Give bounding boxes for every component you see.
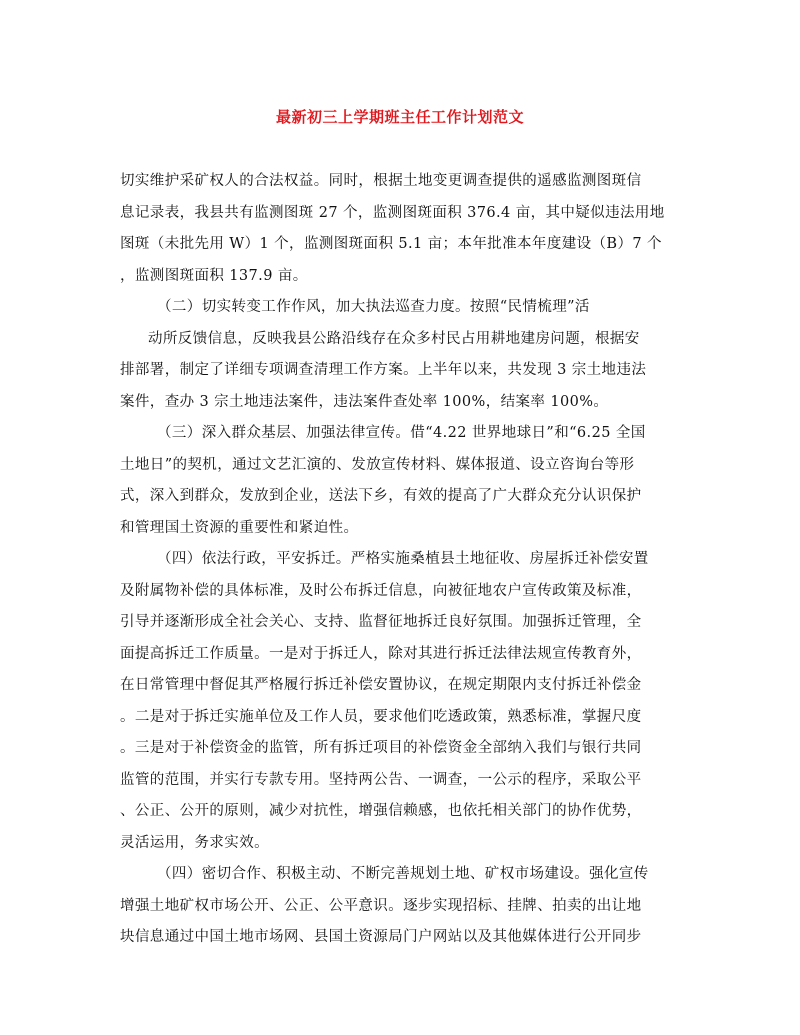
text-line: 及附属物补偿的具体标准，及时公布拆迁信息，向被征地农户宣传政策及标准，	[120, 582, 642, 599]
text-line: ，监测图斑面积 137.9 亩。	[120, 267, 308, 284]
text-line: 土地日”的契机，通过文艺汇演的、发放宣传材料、媒体报道、设立咨询台等形	[120, 456, 635, 473]
text-line: 、公正、公开的原则，减少对抗性，增强信赖感，也依托相关部门的协作优势，	[120, 803, 642, 819]
paragraph-3	[120, 324, 680, 419]
text-line: 切实维护采矿权人的合法权益。同时，根据土地变更调查提供的遥感监测图斑信	[120, 173, 642, 189]
text-line: （二）切实转变工作作风，加大执法巡查力度。按照“民情梳理”活	[157, 299, 590, 315]
paragraph-4	[120, 418, 680, 544]
text-line: 排部署，制定了详细专项调查清理工作方案。上半年以来，共发现 3 宗土地违法	[120, 362, 647, 378]
paragraph-5	[120, 544, 680, 859]
text-line: 图斑（未批先用 W）1 个，监测图斑面积 5.1 亩；本年批准本年度建设（B）7 个	[120, 236, 662, 252]
document-body	[120, 166, 680, 954]
paragraph-2	[120, 292, 680, 324]
text-line: （四）依法行政，平安拆迁。严格实施桑植县土地征收、房屋拆迁补偿安置	[157, 551, 649, 567]
text-line: 增强土地矿权市场公开、公正、公平意识。逐步实现招标、挂牌、拍卖的出让地	[120, 897, 642, 914]
text-line: 。三是对于补偿资金的监管，所有拆迁项目的补偿资金全部纳入我们与银行共同	[120, 740, 642, 756]
text-line: 。二是对于拆迁实施单位及工作人员，要求他们吃透政策，熟悉标准，掌握尺度	[120, 708, 642, 725]
text-line: 式，深入到群众，发放到企业，送法下乡，有效的提高了广大群众充分认识保护	[120, 488, 642, 504]
text-line: 动所反馈信息，反映我县公路沿线存在众多村民占用耕地建房问题，根据安	[148, 330, 640, 347]
text-line: 引导并逐渐形成全社会关心、支持、监督征地拆迁良好氛围。加强拆迁管理，全	[120, 614, 642, 630]
paragraph-1	[120, 166, 680, 292]
document-title: 最新初三上学期班主任工作计划范文	[275, 108, 524, 126]
text-line: 块信息通过中国土地市场网、县国土资源局门户网站以及其他媒体进行公开同步	[120, 929, 642, 945]
text-line: 灵活运用，务求实效。	[120, 834, 269, 851]
text-line: 监管的范围，并实行专款专用。坚持两公告、一调查，一公示的程序，采取公平	[120, 771, 642, 788]
text-line: 案件，查办 3 宗土地违法案件，违法案件查处率 100%，结案率 100%。	[120, 393, 609, 410]
text-line: 和管理国土资源的重要性和紧迫性。	[120, 519, 359, 536]
text-line: 息记录表，我县共有监测图斑 27 个，监测图斑面积 376.4 亩，其中疑似违法用地	[120, 204, 665, 221]
text-line: 面提高拆迁工作质量。一是对于拆迁人，除对其进行拆迁法律法规宣传教育外，	[120, 645, 642, 662]
text-line: （三）深入群众基层、加强法律宣传。借“4.22 世界地球日”和“6.25 全国	[157, 425, 646, 441]
text-line: （四）密切合作、积极主动、不断完善规划土地、矿权市场建设。强化宣传	[157, 866, 649, 882]
paragraph-6	[120, 859, 680, 954]
text-line: 在日常管理中督促其严格履行拆迁补偿安置协议，在规定期限内支付拆迁补偿金	[120, 677, 642, 693]
